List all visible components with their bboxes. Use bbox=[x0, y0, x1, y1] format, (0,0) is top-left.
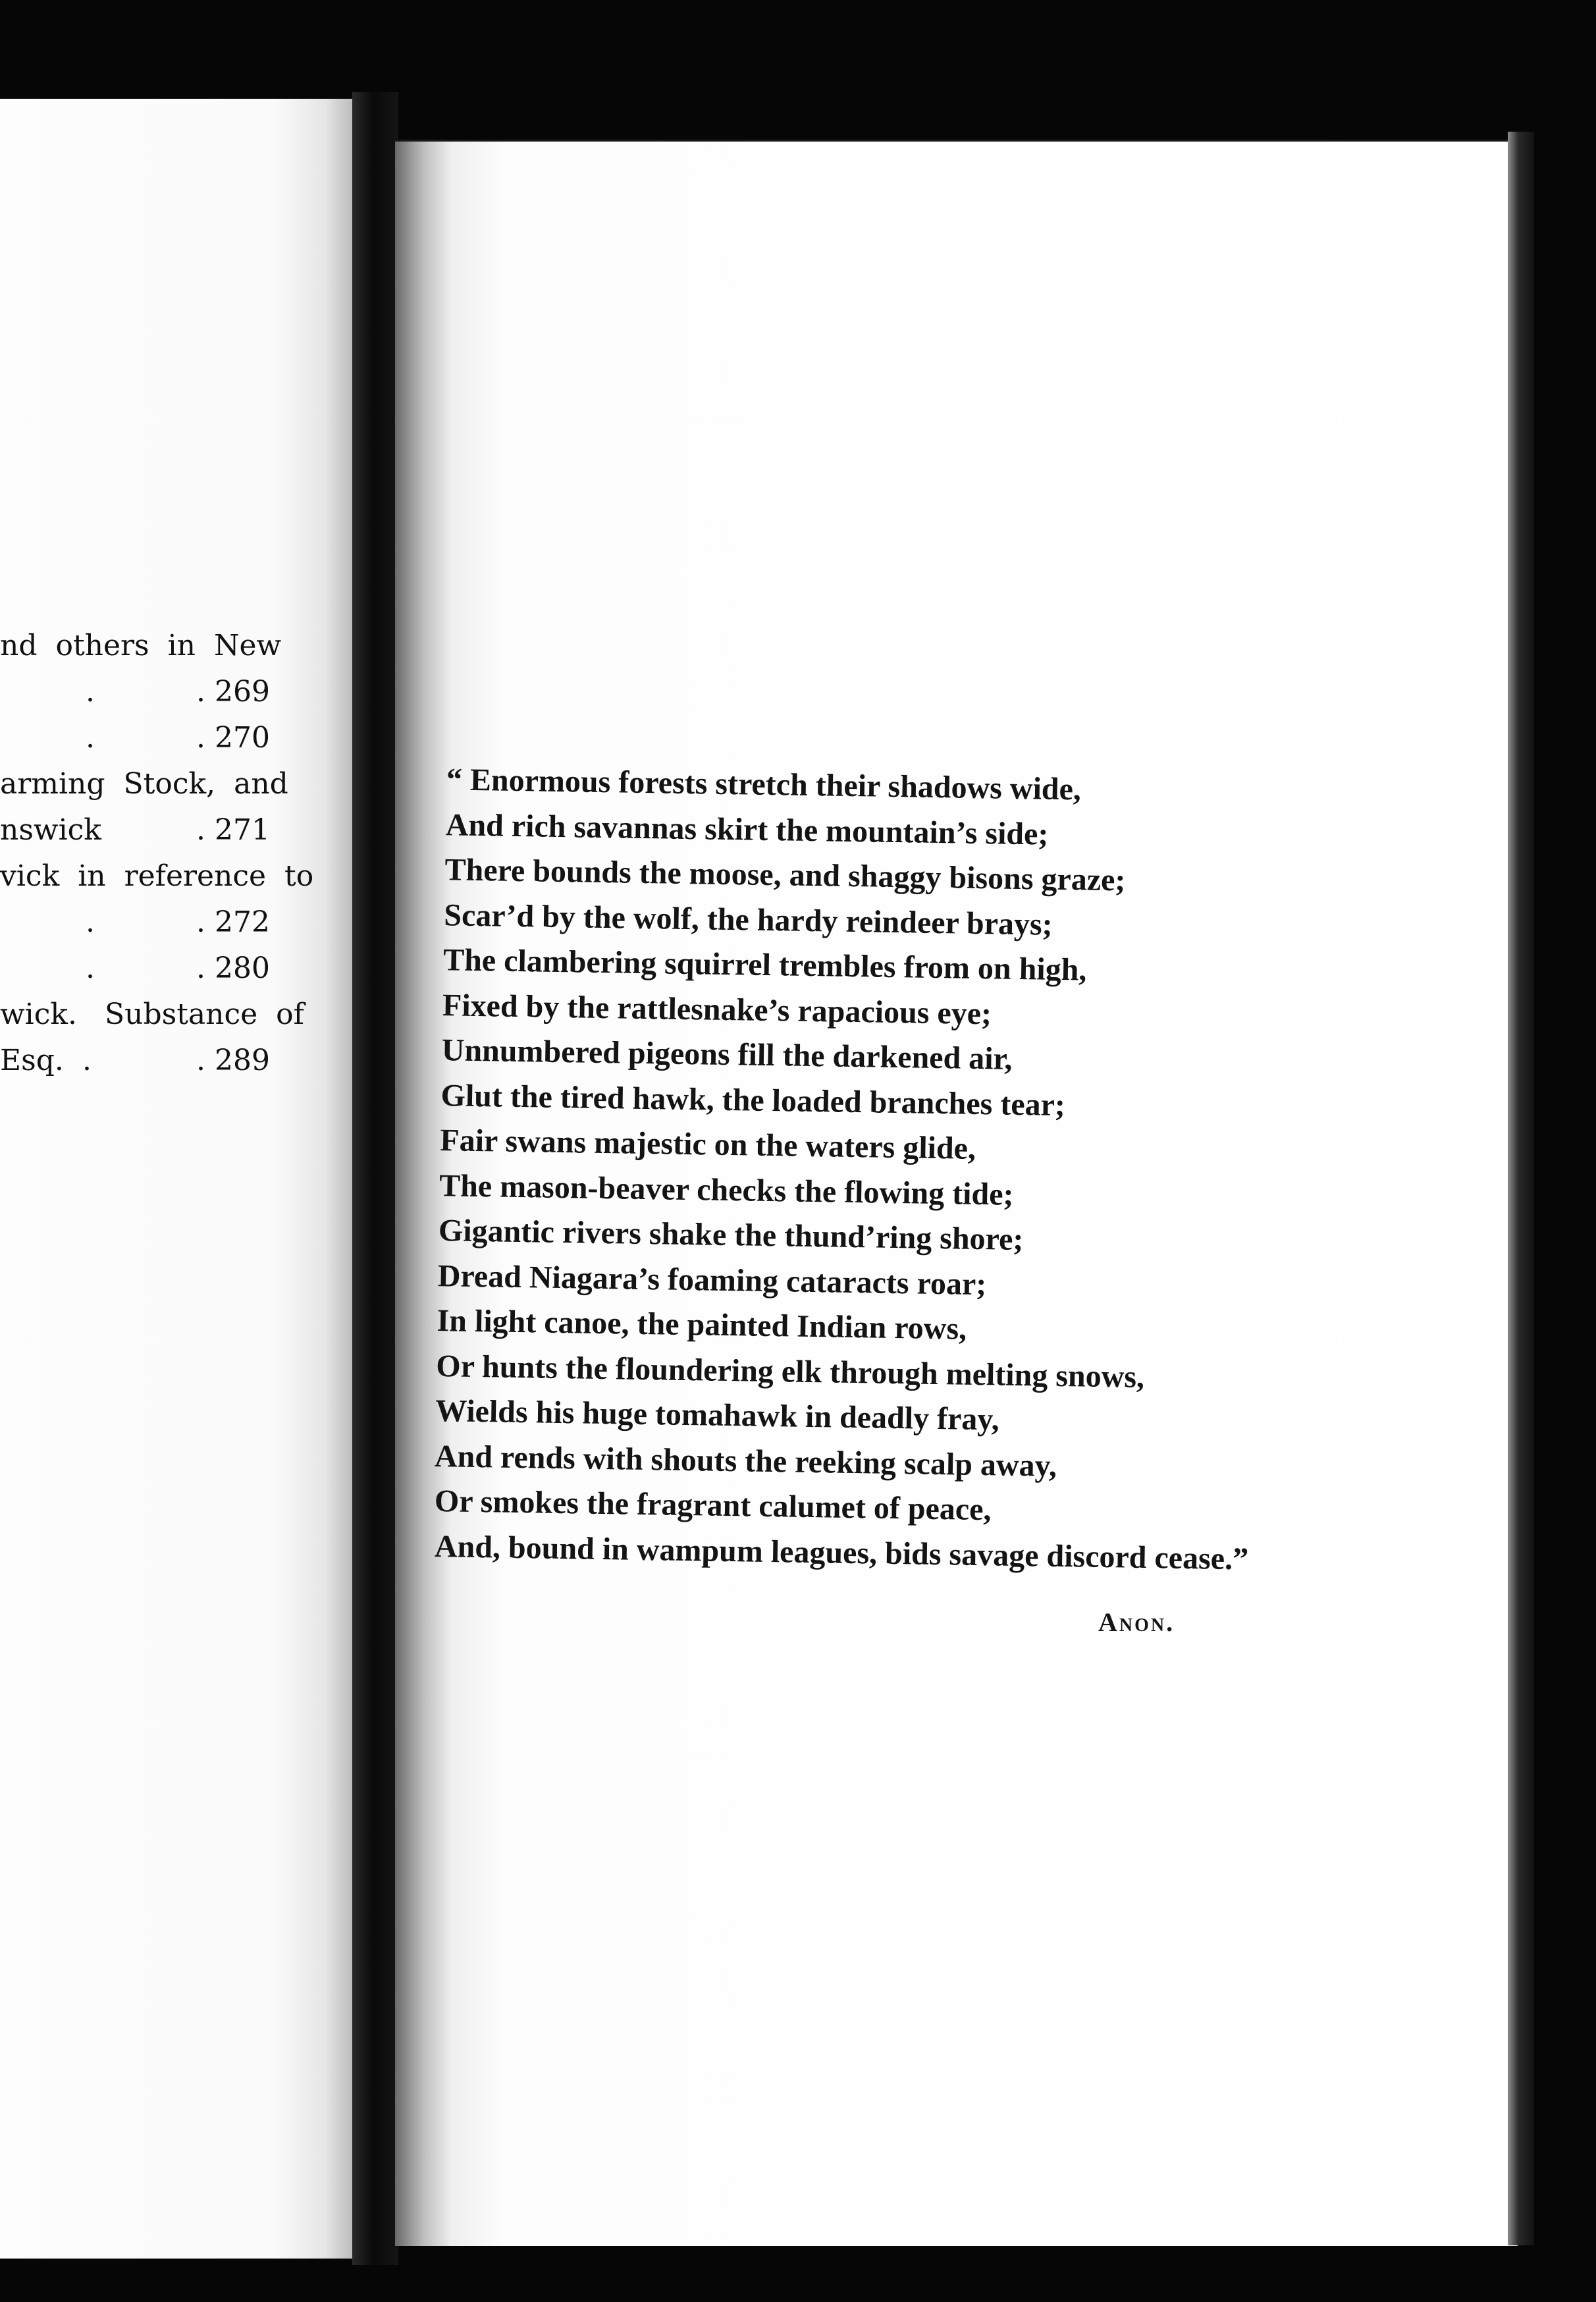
poem-attribution: Anon. bbox=[1098, 1607, 1175, 1637]
toc-line bbox=[0, 992, 304, 1038]
toc-line bbox=[0, 807, 270, 853]
toc-page-number: . 289 bbox=[196, 1044, 270, 1077]
toc-entry-text: vick in reference to bbox=[0, 859, 314, 893]
toc-leader-dot: . bbox=[86, 721, 95, 755]
page-edge bbox=[1508, 132, 1534, 2245]
toc-line bbox=[0, 715, 270, 761]
toc-leader-dot: . bbox=[86, 905, 95, 939]
toc-line bbox=[0, 899, 270, 946]
poem-line: And rends with shouts the reeking scalp away, bbox=[434, 1438, 1057, 1484]
toc-line bbox=[0, 623, 282, 669]
poem-line: The mason-beaver checks the flowing tide; bbox=[439, 1167, 1014, 1212]
poem-line: And, bound in wampum leagues, bids savage discord cease.” bbox=[434, 1528, 1249, 1576]
poem-line: Or smokes the fragrant calumet of peace, bbox=[434, 1484, 992, 1528]
poem-line: “ Enormous forests stretch their shadows wide, bbox=[446, 762, 1082, 807]
toc-entry-text: Esq. bbox=[0, 1044, 64, 1077]
table-of-contents-fragment bbox=[0, 623, 314, 1084]
toc-line bbox=[0, 669, 270, 715]
poem-line: Wields his huge tomahawk in deadly fray, bbox=[435, 1393, 1000, 1437]
toc-leader-dot: . bbox=[86, 951, 95, 985]
toc-entry-text: wick. Substance of bbox=[0, 998, 304, 1031]
toc-entry-text: nd others in New bbox=[0, 629, 282, 662]
poem-line: The clambering squirrel trembles from on high, bbox=[442, 942, 1087, 988]
poem-line: Glut the tired hawk, the loaded branches tear; bbox=[440, 1077, 1066, 1123]
poem-line: Or hunts the floundering elk through melting snows, bbox=[435, 1348, 1145, 1395]
toc-page-number: . 269 bbox=[196, 675, 270, 709]
poem-epigraph bbox=[434, 757, 1455, 1576]
toc-line bbox=[0, 761, 288, 807]
toc-line bbox=[0, 1038, 270, 1084]
poem-line: Unnumbered pigeons fill the darkened air, bbox=[441, 1032, 1013, 1077]
poem-line: Fair swans majestic on the waters glide, bbox=[439, 1123, 976, 1166]
poem-line: Fixed by the rattlesnake’s rapacious eye; bbox=[442, 987, 992, 1031]
toc-page-number: . 270 bbox=[196, 721, 270, 755]
toc-leader-dot: . bbox=[82, 1044, 92, 1077]
toc-leader-dot: . bbox=[86, 675, 95, 709]
toc-page-number: . 280 bbox=[196, 951, 270, 985]
book-gutter bbox=[352, 92, 398, 2265]
poem-line: Scar’d by the wolf, the hardy reindeer brays; bbox=[443, 897, 1053, 942]
toc-entry-text: nswick bbox=[0, 813, 101, 847]
poem-line: There bounds the moose, and shaggy bisons graze; bbox=[444, 852, 1126, 898]
poem-line: And rich savannas skirt the mountain’s side; bbox=[445, 807, 1049, 852]
left-page bbox=[0, 99, 352, 2259]
poem-line: Gigantic rivers shake the thund’ring shore; bbox=[438, 1213, 1024, 1258]
poem-line: Dread Niagara’s foaming cataracts roar; bbox=[437, 1258, 987, 1302]
toc-line bbox=[0, 946, 270, 992]
toc-page-number: . 272 bbox=[196, 905, 270, 939]
toc-line bbox=[0, 853, 314, 899]
toc-entry-text: arming Stock, and bbox=[0, 767, 288, 801]
toc-page-number: . 271 bbox=[196, 813, 270, 847]
poem-line: In light canoe, the painted Indian rows, bbox=[437, 1303, 967, 1347]
